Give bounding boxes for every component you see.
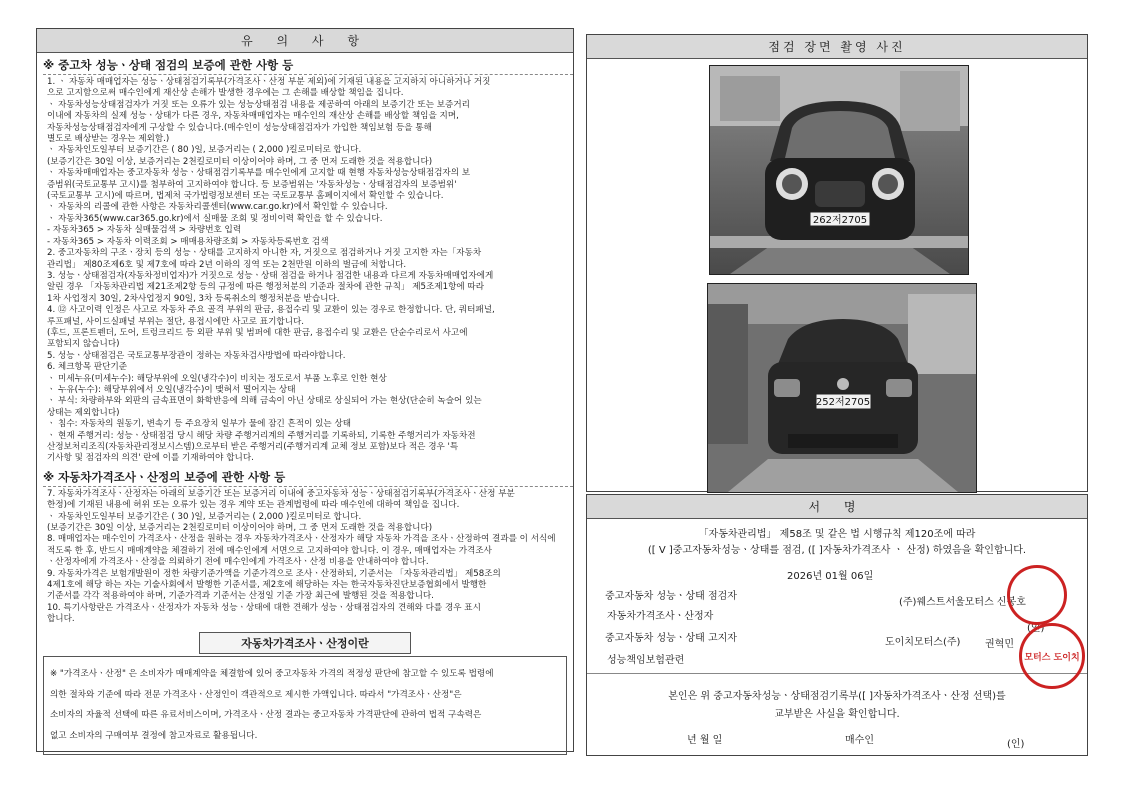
note-line: 2. 중고자동차의 구조ㆍ장치 등의 성능ㆍ상태를 고지하지 아니한 자, 거짓으로 점검하거나 거짓 고지한 자는「자동차: [47, 248, 482, 259]
dealer-seal-stamp: [1019, 623, 1085, 689]
note-line: 관리법」 제80조제6호 및 제7호에 따라 2년 이하의 징역 또는 2천만원 이하의 벌금에 처합니다.: [47, 259, 407, 270]
note-line: ㆍ 자동차성능상태점검자가 거짓 또는 오류가 있는 성능상태점검 내용을 제공하여 아래의 보증기간 또는 보증거리: [47, 99, 470, 110]
note-line: 3. 성능ㆍ상태점검자(자동차정비업자)가 거짓으로 성능ㆍ상태 점검을 하거나 점검한 내용과 다르게 자동차매매업자에게: [47, 270, 494, 281]
section-warranty-title: ※ 중고차 성능ㆍ상태 점검의 보증에 관한 사항 등: [43, 57, 573, 75]
note-line: ㆍ 현재 주행거리: 성능ㆍ상태점검 당시 해당 차량 주행거리계의 주행거리를 기록하되, 기록한 주행거리가 자동차전: [47, 430, 476, 441]
note-line: 1. ㆍ 자동차 매매업자는 성능ㆍ상태점검기록부(가격조사ㆍ산정 부분 제외)에 기재된 내용을 고지하지 아니하거나 거짓: [47, 77, 491, 87]
note-line: (보증기간은 30일 이상, 보증거리는 2천킬로미터 이상이어야 하며, 그 중 먼저 도래한 것을 적용합니다): [47, 523, 433, 534]
confirm-line: ([ V ]중고자동차성능ㆍ상태를 점검, ([ ]자동차가격조사 ㆍ 산정) 하였음을 확인합니다.: [647, 545, 1027, 556]
notifier-name: 도이치모터스(주): [885, 637, 961, 648]
front-car-image: [710, 66, 968, 274]
sign-date: 2026년 01월 06일: [787, 571, 874, 582]
note-line: 10. 특기사항란은 가격조사ㆍ산정자가 자동차 성능ㆍ상태에 대한 견해가 성능ㆍ상태점검자의 견해와 다를 경우 표시: [47, 602, 481, 613]
inspector-label: 중고자동차 성능ㆍ상태 점검자: [605, 591, 737, 602]
note-line: (후드, 프론트펜더, 도어, 트렁크리드 등 외판 부위 및 범퍼에 대한 판금, 용접수리 및 교환은 단순수리로서 사고에: [47, 327, 468, 338]
rear-photo: [707, 283, 977, 493]
note-line: ㆍ 자동차365(www.car365.go.kr)에서 실매물 조회 및 정비이력 확인을 할 수 있습니다.: [47, 213, 383, 224]
note-line: 증범위(국토교통부 고시)를 첨부하여 고지하여야 합니다. 등 보증범위는 '자동차성능ㆍ상태점검자의 보증범위': [47, 179, 457, 190]
note-line: ㆍ 자동차인도일부터 보증기간은 ( 80 )일, 보증거리는 ( 2,000 )킬로미터로 합니다.: [47, 145, 362, 156]
note-line: 산정보처리조직(자동차관리정보시스템)으로부터 받은 주행거리(주행거리계 교체 정보 포함)보다 적은 경우 '특: [47, 442, 459, 452]
note-line: 6. 체크항목 판단기준: [47, 362, 128, 373]
signature-panel: [586, 494, 1088, 756]
receipt-line-2: 교부받은 사실을 확인합니다.: [774, 709, 900, 720]
note-line: ㆍ 부식: 차량하부와 외판의 금속표면이 화학반응에 의해 금속이 아닌 상태로 상실되어 가는 현상(단순히 녹슬어 있는: [47, 396, 482, 407]
note-line: (국토교통부 고시)에 따르며, 법제처 국가법령정보센터 또는 국토교통부 홈페이지에서 확인할 수 있습니다.: [47, 191, 444, 202]
section-price-title: ※ 자동차가격조사ㆍ산정의 보증에 관한 사항 등: [43, 469, 573, 487]
note-line: 루프패널, 사이드실패널 부위는 절단, 용접시에만 사고로 표기합니다.: [47, 316, 305, 327]
notes-header: 유 의 사 항: [37, 29, 573, 53]
note-line: - 자동차365 > 자동차 실매물검색 > 차량번호 입력: [47, 225, 242, 236]
note-line: 별도로 배상받는 경우는 제외함.): [47, 134, 170, 145]
note-line: 4. ⑫ 사고이력 인정은 사고로 자동차 주요 골격 부위의 판금, 용접수리 및 교환이 있는 경우로 한정합니다. 단, 쿼터패널,: [47, 305, 495, 316]
note-line: 적도록 한 후, 반드시 매매계약을 체결하기 전에 매수인에게 서면으로 고지하여야 합니다. 이 경우, 매매업자는 가격조사: [47, 545, 492, 556]
rear-plate: 252저2705: [815, 397, 871, 408]
note-line: 알린 경우 「자동차관리법 제21조제2항 등의 규정에 따른 행정처분의 기준과 절차에 관한 규칙」 제5조제1항에 따라: [47, 282, 485, 293]
price-assessor-label: 자동차가격조사ㆍ산정자: [607, 611, 714, 622]
note-line: 없고 소비자의 구매여부 결정에 참고자료로 활용됩니다.: [50, 731, 258, 742]
note-line: ㆍ 누유(누수): 해당부위에서 오일(냉각수)이 맺혀서 떨어지는 상태: [47, 384, 296, 395]
buyer-date: 년 월 일: [687, 735, 723, 746]
note-line: 상태는 제외합니다): [47, 407, 120, 418]
photo-panel: [586, 34, 1088, 492]
note-line: 4제1호에 해당 하는 자는 기술사회에서 발행한 기준서를, 제2호에 해당하는 자는 한국자동차진단보증협회에서 발행한: [47, 580, 487, 591]
note-line: 7. 자동차가격조사ㆍ산정자는 아래의 보증기간 또는 보증거리 이내에 중고자동차 성능ㆍ상태점검기록부(가격조사ㆍ산정 부분: [47, 488, 515, 499]
photo-header: 점검 장면 촬영 사진: [587, 35, 1087, 59]
note-line: 소비자의 자율적 선택에 따른 유료서비스이며, 가격조사ㆍ산정 결과는 중고자동차 가격판단에 관하여 법적 구속력은: [50, 710, 482, 721]
price-definition-title: 자동차가격조사ㆍ산정이란: [199, 632, 411, 654]
insurance-label: 성능책임보험관련: [607, 655, 685, 666]
note-line: ㆍ 자동차의 리콜에 관한 사항은 자동차리콜센터(www.car.go.kr)에서 확인할 수 있습니다.: [47, 202, 388, 213]
note-line: ㆍ 침수: 자동차의 원동기, 변속기 등 주요장치 일부가 물에 잠긴 흔적이 있는 상태: [47, 419, 352, 430]
note-line: 기준서를 각각 적용하여야 하며, 기준가격과 기준서는 산정일 기준 가장 최근에 발행된 것을 적용합니다.: [47, 591, 434, 602]
notifier-seal-prefix: 권혁민: [985, 639, 1014, 650]
note-line: 포함되지 않습니다): [47, 339, 120, 350]
company-seal-top: [1007, 565, 1067, 625]
note-line: ㆍ 자동차매매업자는 중고자동차 성능ㆍ상태점검기록부를 매수인에게 고지할 때 현행 자동차성능상태점검자의 보: [47, 168, 471, 179]
note-line: ㆍ산정자에게 가격조사ㆍ산정을 의뢰하기 전에 매수인에게 가격조사ㆍ산정 비용을 안내하여야 합니다.: [47, 557, 429, 568]
note-line: ※ "가격조사ㆍ산정" 은 소비자가 매매계약을 체결함에 있어 중고자동차 가격의 적정성 판단에 참고할 수 있도록 법령에: [50, 669, 494, 680]
note-line: (보증기간은 30일 이상, 보증거리는 2천킬로미터 이상이어야 하며, 그 중 먼저 도래한 것을 적용합니다): [47, 156, 433, 167]
note-line: 으로 고지함으로써 매수인에게 재산상 손해가 발생한 경우에는 그 손해를 배상할 책임을 집니다.: [47, 88, 404, 99]
note-line: - 자동차365 > 자동차 이력조회 > 매매용차량조회 > 자동차등록번호 검색: [47, 236, 329, 247]
note-line: 한정)에 기재된 내용에 허위 또는 오류가 있는 경우 계약 또는 관계법령에 따라 매수인에 대하여 책임을 집니다.: [47, 500, 460, 511]
front-photo: [709, 65, 969, 275]
price-definition-box: [43, 656, 567, 755]
note-line: 8. 매매업자는 매수인이 가격조사ㆍ산정을 원하는 경우 자동차가격조사ㆍ산정자가 해당 자동차 가격을 조사ㆍ산정하여 결과를 이 서식에: [47, 534, 556, 545]
note-line: ㆍ 자동차인도일부터 보증기간은 ( 30 )일, 보증거리는 ( 2,000 )킬로미터로 합니다.: [47, 511, 362, 522]
note-line: 1차 사업정지 30일, 2차사업정지 90일, 3차 등록취소의 행정처분을 받습니다.: [47, 293, 340, 304]
dealer-seal-text: 모터스 도이치: [1024, 652, 1080, 663]
section-price-body: [37, 489, 573, 626]
notifier-seal-mark: (인): [1027, 623, 1045, 634]
front-plate: 262저2705: [812, 215, 868, 226]
buyer-label: 매수인: [845, 735, 874, 746]
note-line: 이내에 자동차의 실제 성능ㆍ상태가 다른 경우, 자동차매매업자는 매수인의 재산상 손해를 배상할 책임을 지며,: [47, 111, 459, 122]
note-line: 자동차성능상태점검자에게 구상할 수 있습니다.(매수인이 성능상태점검자가 가입한 책임보험 등을 통해: [47, 122, 432, 133]
signature-divider: [587, 673, 1087, 674]
note-line: ㆍ 미세누유(미세누수): 해당부위에 오일(냉각수)이 비치는 정도로서 부품 노후로 인한 현상: [47, 373, 387, 384]
rear-car-image: [708, 284, 976, 492]
notifier-label: 중고자동차 성능ㆍ상태 고지자: [605, 633, 737, 644]
section-warranty-body: [37, 77, 573, 465]
note-line: 합니다.: [47, 614, 75, 625]
law-line: 「자동차관리법」 제58조 및 같은 법 시행규칙 제120조에 따라: [698, 529, 976, 540]
signature-header: 서 명: [587, 495, 1087, 519]
note-line: 5. 성능ㆍ상태점검은 국토교통부장관이 정하는 자동차검사방법에 따라야합니다.: [47, 350, 346, 361]
note-line: 의한 절차와 기준에 따라 전문 가격조사ㆍ산정인이 객관적으로 제시한 가액입니다. 따라서 "가격조사ㆍ산정"은: [50, 689, 462, 700]
notes-panel: [36, 28, 574, 752]
inspector-name: (주)웨스트서울모터스 신봉호: [899, 597, 1026, 608]
receipt-line-1: 본인은 위 중고자동차성능ㆍ상태점검기록부([ ]자동차가격조사ㆍ산정 선택)를: [668, 691, 1006, 702]
note-line: 9. 자동차가격은 보험개발원이 정한 차량기준가액을 기준가격으로 조사ㆍ산정하되, 기준서는 「자동차관리법」 제58조의: [47, 568, 501, 579]
buyer-seal: (인): [1007, 739, 1025, 750]
note-line: 기사항 및 점검자의 의견' 란에 이를 기재하여야 합니다.: [47, 453, 254, 464]
